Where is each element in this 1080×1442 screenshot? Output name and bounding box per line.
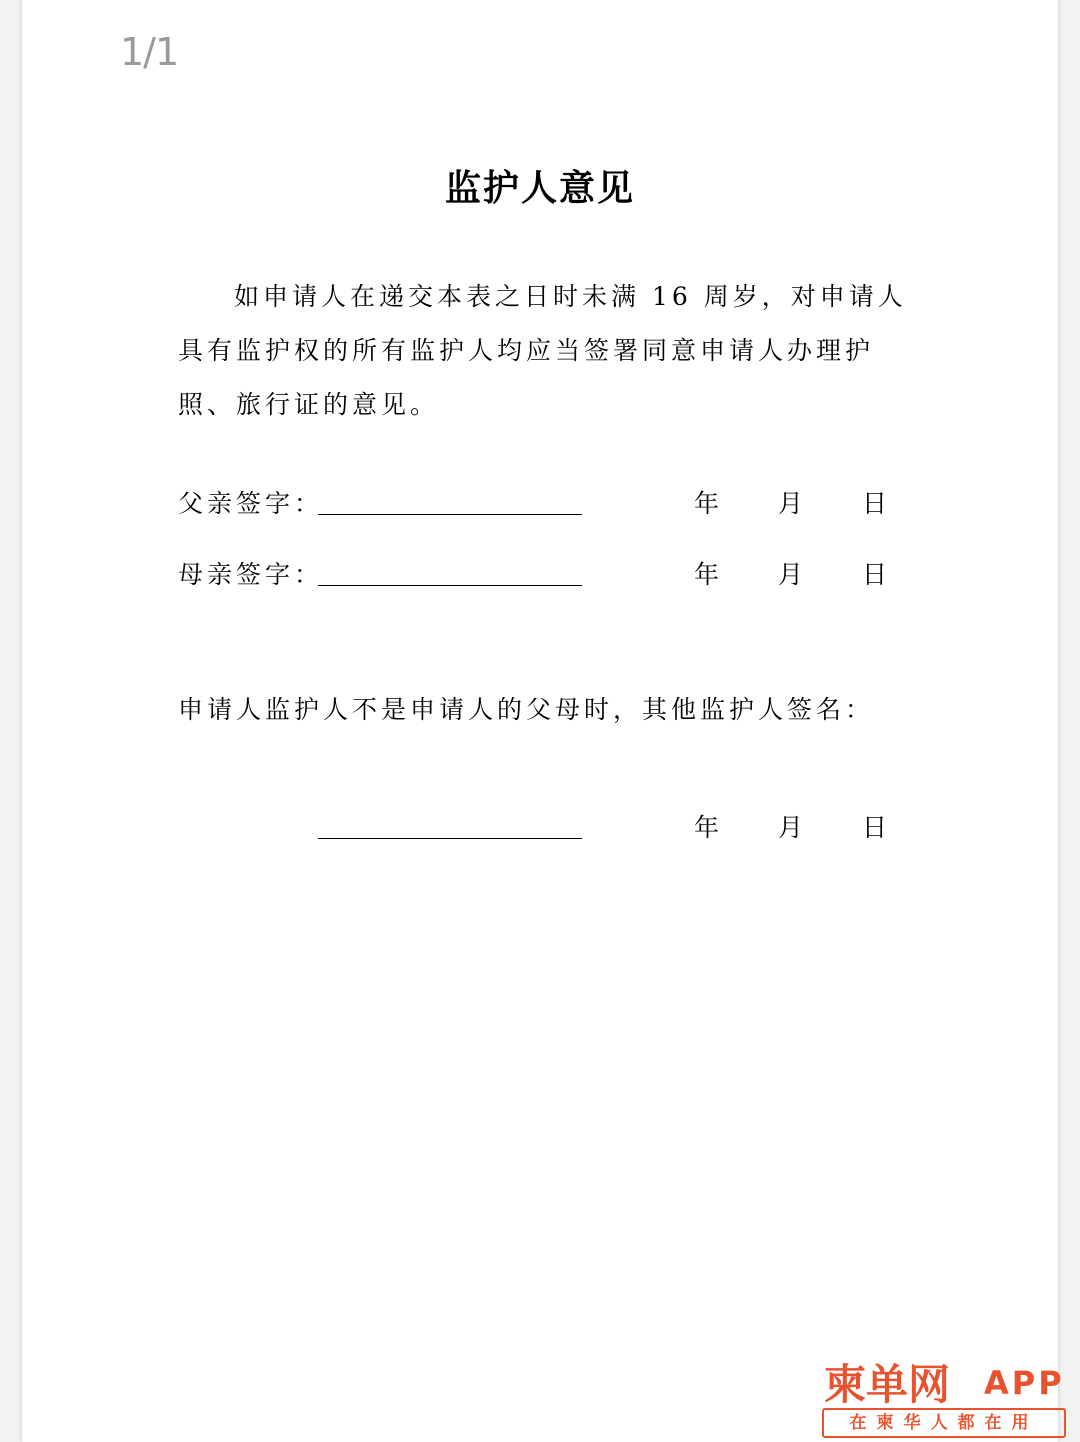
watermark-slogan: 在柬华人都在用: [822, 1408, 1066, 1438]
other-guardian-signature-line: [318, 838, 582, 839]
other-guardian-note: 申请人监护人不是申请人的父母时，其他监护人签名：: [178, 695, 875, 724]
other-date-day: 日: [862, 813, 892, 842]
mother-date-month: 月: [778, 560, 808, 589]
mother-date-year: 年: [694, 560, 724, 589]
father-signature-label: 父亲签字：: [178, 489, 324, 518]
other-date-year: 年: [694, 813, 724, 842]
mother-signature-row: [178, 555, 908, 595]
mother-signature-line: [318, 585, 582, 586]
watermark-brand: 柬单网: [824, 1360, 951, 1409]
page-indicator: 1/1: [120, 30, 179, 74]
instruction-paragraph: 如申请人在递交本表之日时未满 16 周岁，对申请人具有监护权的所有监护人均应当签署同意申请人办理护照、旅行证的意见。: [178, 282, 907, 419]
watermark-app: APP: [984, 1364, 1065, 1402]
document-title: 监护人意见: [444, 167, 635, 209]
other-date-month: 月: [778, 813, 808, 842]
father-date-day: 日: [862, 489, 892, 518]
father-date-month: 月: [778, 489, 808, 518]
mother-signature-label: 母亲签字：: [178, 560, 324, 589]
father-signature-line: [318, 514, 582, 515]
mother-date-day: 日: [862, 560, 892, 589]
father-signature-row: [178, 484, 908, 524]
other-guardian-signature-row: [178, 808, 908, 848]
father-date-year: 年: [694, 489, 724, 518]
watermark-logo: [822, 1352, 1072, 1442]
